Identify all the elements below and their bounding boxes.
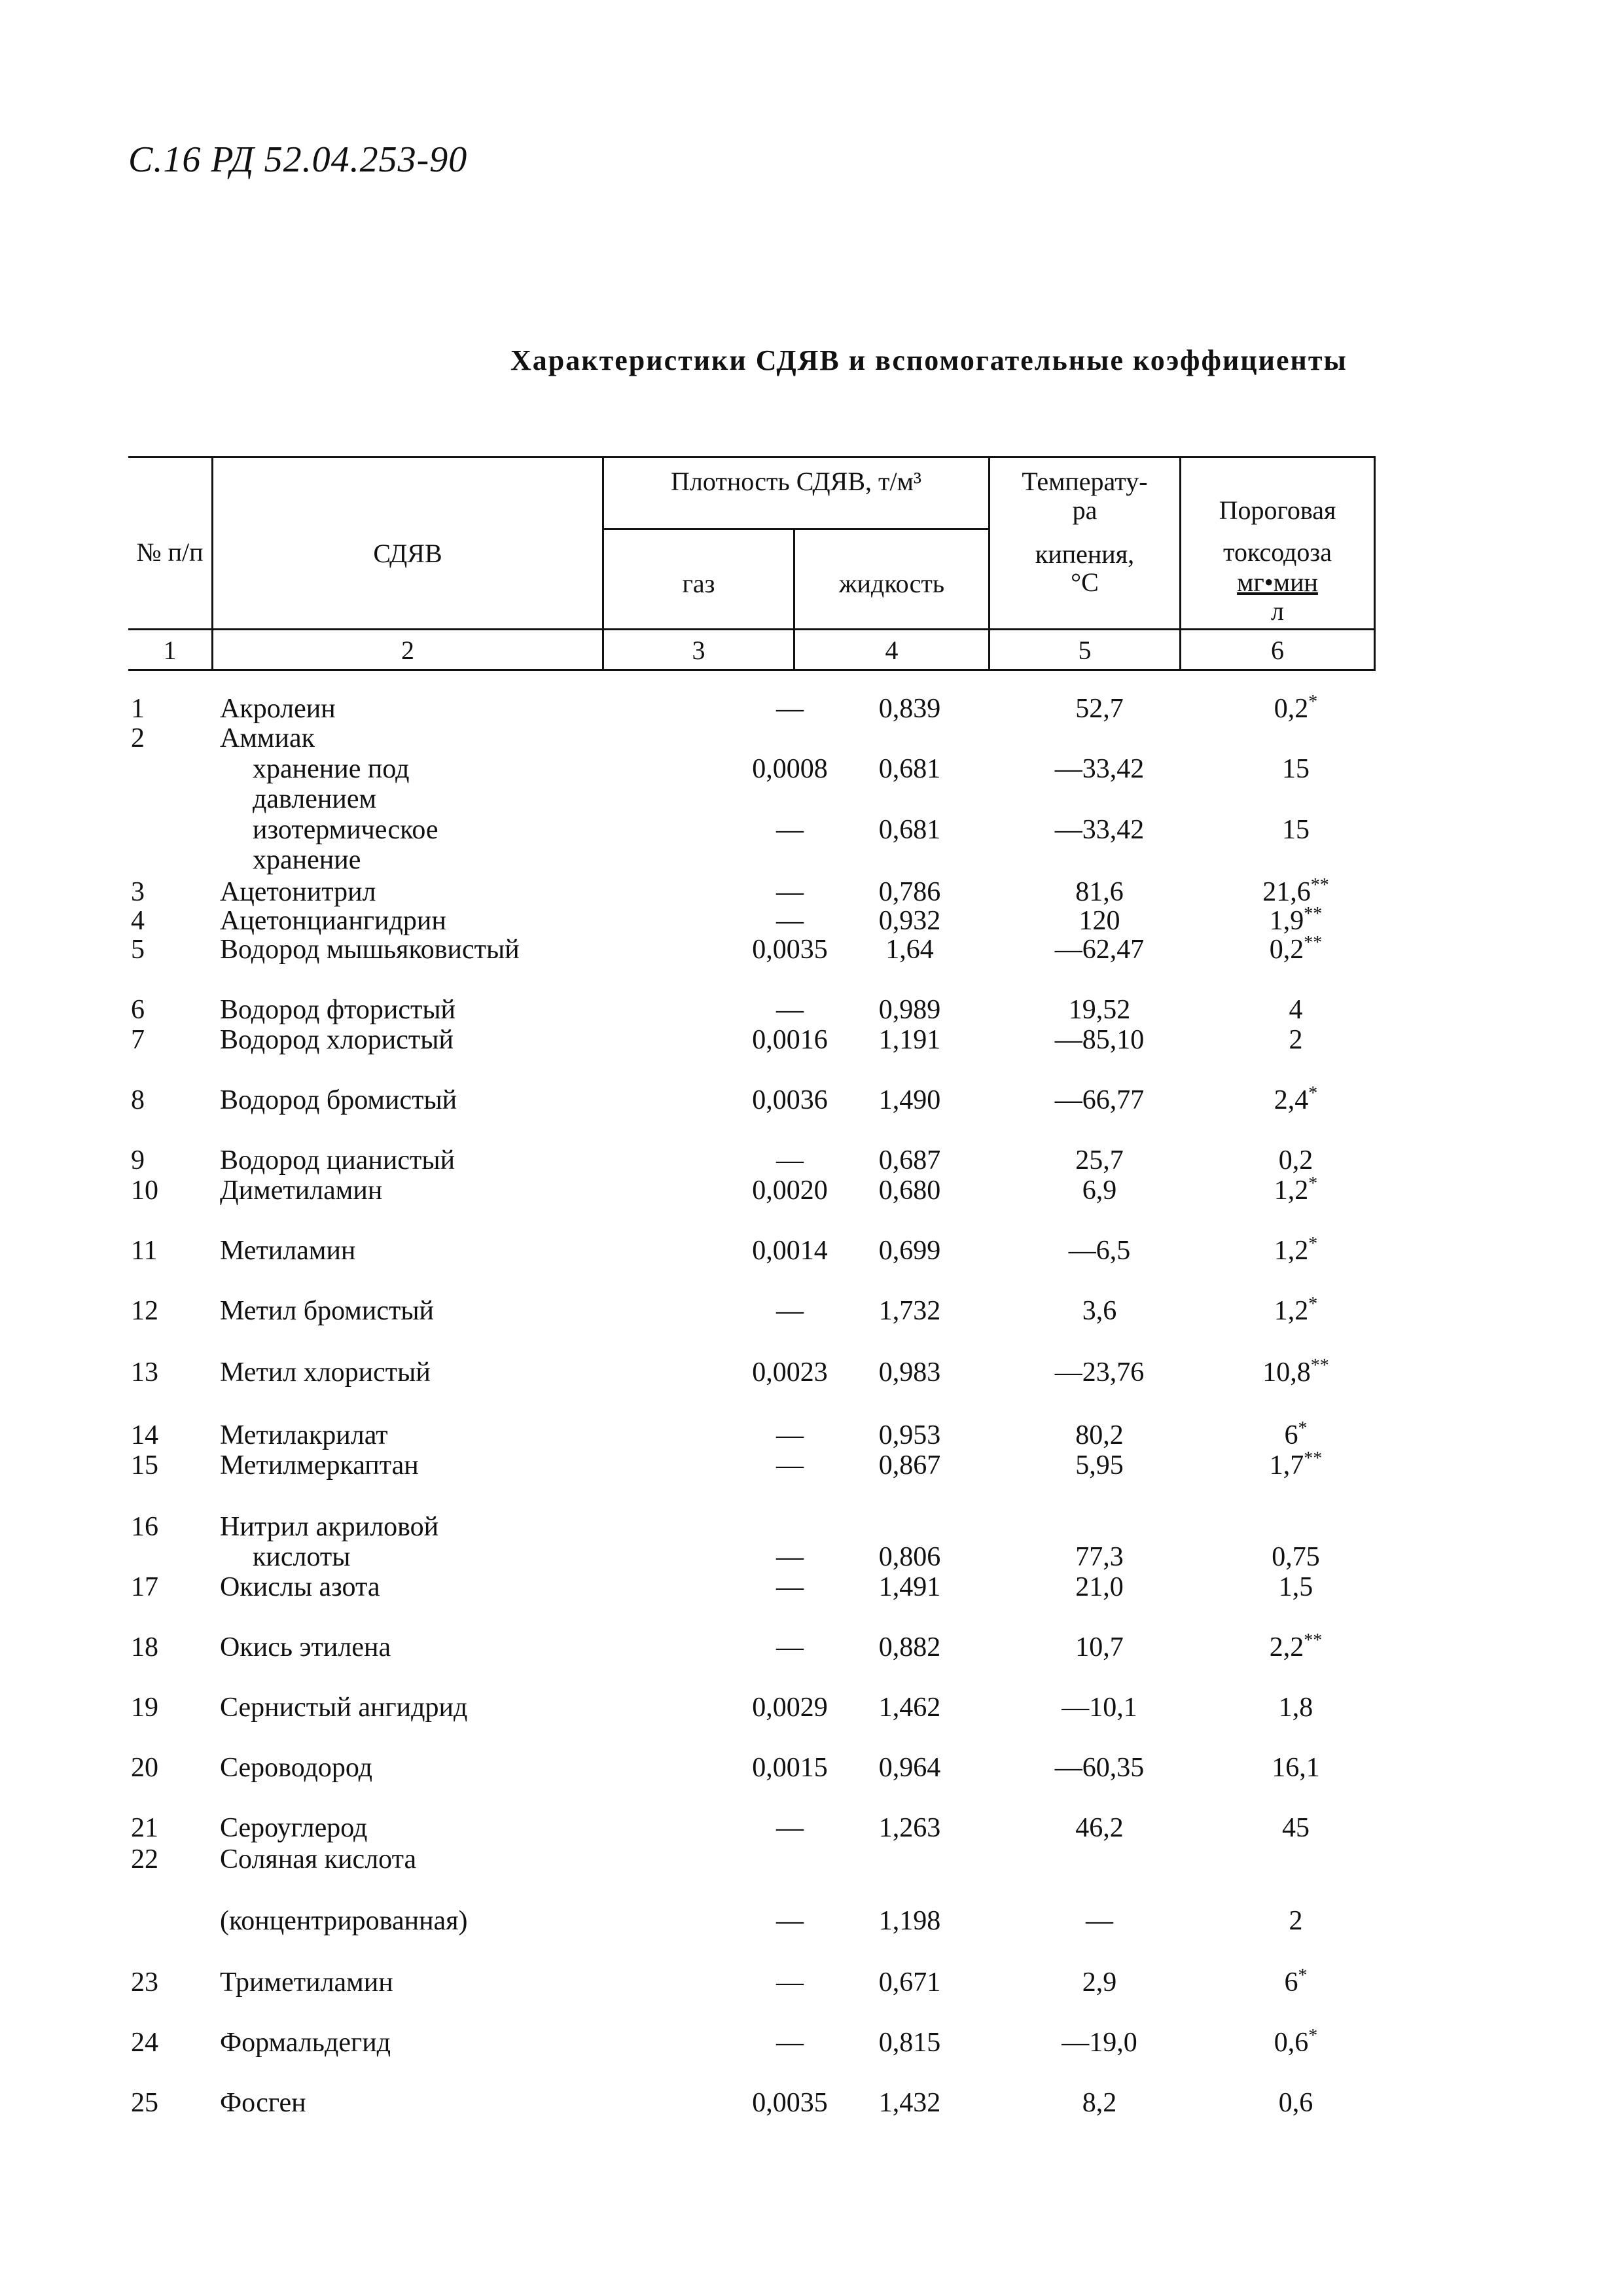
substance-name: Ацетонитрил bbox=[220, 877, 376, 907]
table-row bbox=[0, 1083, 1623, 1115]
liquid-density: 1,490 bbox=[878, 1085, 941, 1115]
header-liquid: жидкость bbox=[838, 569, 945, 598]
gas-density: — bbox=[776, 1296, 804, 1326]
gas-density: — bbox=[776, 1572, 804, 1602]
footnote-mark: * bbox=[1308, 1294, 1318, 1314]
gas-density: 0,0008 bbox=[752, 754, 828, 784]
substance-name: Формальдегид bbox=[220, 2028, 391, 2058]
substance-name: Фосген bbox=[220, 2088, 306, 2118]
liquid-density: 0,815 bbox=[878, 2028, 941, 2058]
boiling-temperature: 3,6 bbox=[1082, 1296, 1117, 1326]
liquid-density: 1,198 bbox=[878, 1906, 941, 1936]
row-number: 6 bbox=[131, 995, 145, 1025]
gas-density: — bbox=[776, 1450, 804, 1480]
threshold-dose: 2,4* bbox=[1274, 1083, 1318, 1115]
table-row bbox=[0, 1174, 1623, 1206]
header-name: СДЯВ bbox=[373, 539, 442, 568]
gas-density: 0,0015 bbox=[752, 1753, 828, 1783]
footnote-mark: * bbox=[1308, 692, 1318, 712]
liquid-density: 0,983 bbox=[878, 1357, 941, 1388]
liquid-density: 0,806 bbox=[878, 1542, 941, 1572]
table-row bbox=[0, 1512, 1623, 1542]
boiling-temperature: —85,10 bbox=[1054, 1025, 1145, 1055]
header-num: № п/п bbox=[136, 537, 204, 567]
gas-density: 0,0023 bbox=[752, 1357, 828, 1388]
footnote-mark: ** bbox=[1310, 875, 1329, 895]
threshold-dose: 10,8** bbox=[1262, 1355, 1329, 1388]
row-number: 25 bbox=[131, 2088, 158, 2118]
substance-name: Акролеин bbox=[220, 694, 336, 724]
substance-name: давлением bbox=[253, 784, 377, 814]
boiling-temperature: —6,5 bbox=[1068, 1236, 1131, 1266]
row-number: 14 bbox=[131, 1420, 158, 1450]
substance-name: Нитрил акриловой bbox=[220, 1512, 439, 1542]
liquid-density: 0,989 bbox=[878, 995, 941, 1025]
column-number-6: 6 bbox=[1271, 636, 1284, 665]
row-number: 16 bbox=[131, 1512, 158, 1542]
table-row bbox=[0, 1630, 1623, 1662]
boiling-temperature: 10,7 bbox=[1075, 1632, 1124, 1662]
row-number: 5 bbox=[131, 935, 145, 965]
liquid-density: 1,263 bbox=[878, 1813, 941, 1843]
gas-density: 0,0035 bbox=[752, 2088, 828, 2118]
liquid-density: 0,699 bbox=[878, 1236, 941, 1266]
threshold-dose: 1,7** bbox=[1269, 1448, 1323, 1480]
threshold-dose: 1,2* bbox=[1274, 1174, 1318, 1206]
threshold-dose: 1,5 bbox=[1278, 1572, 1313, 1602]
substance-name: Сероуглерод bbox=[220, 1813, 368, 1843]
row-number: 1 bbox=[131, 694, 145, 724]
gas-density: 0,0036 bbox=[752, 1085, 828, 1115]
liquid-density: 0,671 bbox=[878, 1967, 941, 1998]
gas-density: — bbox=[776, 1420, 804, 1450]
liquid-density: 1,432 bbox=[878, 2088, 941, 2118]
boiling-temperature: —33,42 bbox=[1054, 815, 1145, 845]
gas-density: — bbox=[776, 694, 804, 724]
table-row bbox=[0, 723, 1623, 753]
threshold-dose: 1,2* bbox=[1274, 1294, 1318, 1326]
substance-name: Сернистый ангидрид bbox=[220, 1693, 468, 1723]
gas-density: — bbox=[776, 877, 804, 907]
table-row bbox=[0, 1294, 1623, 1326]
row-number: 12 bbox=[131, 1296, 158, 1326]
row-number: 15 bbox=[131, 1450, 158, 1480]
substance-name: Соляная кислота bbox=[220, 1844, 417, 1874]
threshold-dose: 16,1 bbox=[1272, 1753, 1320, 1783]
gas-density: — bbox=[776, 906, 804, 936]
row-number: 22 bbox=[131, 1844, 158, 1874]
liquid-density: 0,867 bbox=[878, 1450, 941, 1480]
substance-name: кислоты bbox=[253, 1542, 351, 1572]
threshold-dose: 4 bbox=[1289, 995, 1303, 1025]
substance-name: Водород цианистый bbox=[220, 1145, 455, 1175]
row-number: 13 bbox=[131, 1357, 158, 1388]
threshold-dose: 1,8 bbox=[1278, 1693, 1313, 1723]
substance-name: хранение под bbox=[253, 754, 410, 784]
boiling-temperature: 46,2 bbox=[1075, 1813, 1124, 1843]
row-number: 21 bbox=[131, 1813, 158, 1843]
substance-name: Окислы азота bbox=[220, 1572, 380, 1602]
header-gas: газ bbox=[682, 569, 715, 598]
gas-density: — bbox=[776, 2028, 804, 2058]
gas-density: 0,0016 bbox=[752, 1025, 828, 1055]
threshold-dose: 6* bbox=[1284, 1418, 1308, 1450]
threshold-dose: 2 bbox=[1289, 1906, 1303, 1936]
footnote-mark: * bbox=[1298, 1418, 1308, 1439]
gas-density: — bbox=[776, 1967, 804, 1998]
table-row bbox=[0, 2088, 1623, 2118]
substance-name: (концентрированная) bbox=[220, 1906, 468, 1936]
header-dose-1: Пороговая bbox=[1219, 495, 1336, 525]
gas-density: 0,0035 bbox=[752, 935, 828, 965]
boiling-temperature: 8,2 bbox=[1082, 2088, 1117, 2118]
boiling-temperature: 21,0 bbox=[1075, 1572, 1124, 1602]
column-number-2: 2 bbox=[401, 636, 414, 665]
row-number: 4 bbox=[131, 906, 145, 936]
footnote-mark: ** bbox=[1304, 1630, 1323, 1651]
substance-name: Аммиак bbox=[220, 723, 315, 753]
table-row bbox=[0, 1025, 1623, 1055]
table-title: Характеристики СДЯВ и вспомогательные коэффициенты bbox=[510, 344, 1347, 376]
substance-name: Метилмеркаптан bbox=[220, 1450, 419, 1480]
boiling-temperature: 19,52 bbox=[1068, 995, 1131, 1025]
threshold-dose: 15 bbox=[1282, 815, 1310, 845]
boiling-temperature: —10,1 bbox=[1061, 1693, 1137, 1723]
header-dose-unit-den: л bbox=[1271, 596, 1284, 626]
boiling-temperature: 120 bbox=[1079, 906, 1120, 936]
row-number: 23 bbox=[131, 1967, 158, 1998]
gas-density: — bbox=[776, 1906, 804, 1936]
liquid-density: 1,732 bbox=[878, 1296, 941, 1326]
threshold-dose: 2,2** bbox=[1269, 1630, 1323, 1662]
header-density: Плотность СДЯВ, т/м³ bbox=[671, 467, 921, 496]
boiling-temperature: —33,42 bbox=[1054, 754, 1145, 784]
table-row bbox=[0, 784, 1623, 814]
column-number-4: 4 bbox=[885, 636, 899, 665]
boiling-temperature: — bbox=[1086, 1906, 1113, 1936]
substance-name: Метил хлористый bbox=[220, 1357, 431, 1388]
gas-density: 0,0014 bbox=[752, 1236, 828, 1266]
row-number: 19 bbox=[131, 1693, 158, 1723]
row-number: 8 bbox=[131, 1085, 145, 1115]
page-header: С.16 РД 52.04.253-90 bbox=[128, 139, 468, 180]
threshold-dose: 0,6 bbox=[1278, 2088, 1313, 2118]
threshold-dose: 2 bbox=[1289, 1025, 1303, 1055]
gas-density: 0,0029 bbox=[752, 1693, 828, 1723]
substance-name: Водород хлористый bbox=[220, 1025, 454, 1055]
footnote-mark: ** bbox=[1304, 933, 1323, 953]
substance-name: Водород фтористый bbox=[220, 995, 456, 1025]
table-row bbox=[0, 995, 1623, 1025]
row-number: 17 bbox=[131, 1572, 158, 1602]
substance-name: хранение bbox=[253, 845, 361, 875]
liquid-density: 1,491 bbox=[878, 1572, 941, 1602]
threshold-dose: 21,6** bbox=[1262, 875, 1329, 907]
threshold-dose: 1,2* bbox=[1274, 1234, 1318, 1266]
table-row bbox=[0, 1813, 1623, 1843]
footnote-mark: ** bbox=[1304, 1448, 1323, 1469]
liquid-density: 1,462 bbox=[878, 1693, 941, 1723]
boiling-temperature: —60,35 bbox=[1054, 1753, 1145, 1783]
row-number: 7 bbox=[131, 1025, 145, 1055]
threshold-dose: 45 bbox=[1282, 1813, 1310, 1843]
boiling-temperature: —23,76 bbox=[1054, 1357, 1145, 1388]
row-number: 11 bbox=[131, 1236, 158, 1266]
footnote-mark: * bbox=[1308, 1174, 1318, 1194]
substance-name: Окись этилена bbox=[220, 1632, 391, 1662]
table-row bbox=[0, 1145, 1623, 1175]
substance-name: Ацетонциангидрин bbox=[220, 906, 446, 936]
threshold-dose: 0,75 bbox=[1272, 1542, 1320, 1572]
gas-density: — bbox=[776, 1145, 804, 1175]
liquid-density: 0,681 bbox=[878, 815, 941, 845]
threshold-dose: 0,2 bbox=[1278, 1145, 1313, 1175]
boiling-temperature: 25,7 bbox=[1075, 1145, 1124, 1175]
boiling-temperature: 2,9 bbox=[1082, 1967, 1117, 1998]
liquid-density: 0,786 bbox=[878, 877, 941, 907]
footnote-mark: * bbox=[1308, 1234, 1318, 1254]
footnote-mark: ** bbox=[1304, 904, 1323, 924]
row-number: 3 bbox=[131, 877, 145, 907]
table-row bbox=[0, 815, 1623, 845]
gas-density: — bbox=[776, 995, 804, 1025]
substance-name: Водород бромистый bbox=[220, 1085, 457, 1115]
row-number: 18 bbox=[131, 1632, 158, 1662]
boiling-temperature: —66,77 bbox=[1054, 1085, 1145, 1115]
header-temp-2: ра bbox=[1072, 495, 1097, 525]
boiling-temperature: 6,9 bbox=[1082, 1175, 1117, 1206]
table-row bbox=[0, 1906, 1623, 1936]
header-temp-4: °С bbox=[1071, 567, 1099, 597]
liquid-density: 0,687 bbox=[878, 1145, 941, 1175]
gas-density: — bbox=[776, 1542, 804, 1572]
liquid-density: 0,964 bbox=[878, 1753, 941, 1783]
table-row bbox=[0, 1355, 1623, 1388]
table-row bbox=[0, 754, 1623, 784]
table-row bbox=[0, 1844, 1623, 1874]
row-number: 10 bbox=[131, 1175, 158, 1206]
row-number: 9 bbox=[131, 1145, 145, 1175]
column-number-1: 1 bbox=[163, 636, 177, 665]
column-number-3: 3 bbox=[692, 636, 705, 665]
liquid-density: 1,64 bbox=[885, 935, 934, 965]
threshold-dose: 1,9** bbox=[1269, 904, 1323, 936]
row-number: 20 bbox=[131, 1753, 158, 1783]
threshold-dose: 15 bbox=[1282, 754, 1310, 784]
boiling-temperature: 81,6 bbox=[1075, 877, 1124, 907]
substance-name: Водород мышьяковистый bbox=[220, 935, 520, 965]
substance-name: Метил бромистый bbox=[220, 1296, 435, 1326]
row-number: 2 bbox=[131, 723, 145, 753]
liquid-density: 0,953 bbox=[878, 1420, 941, 1450]
footnote-mark: * bbox=[1308, 1083, 1318, 1103]
substance-name: Триметиламин bbox=[220, 1967, 393, 1998]
boiling-temperature: 52,7 bbox=[1075, 694, 1124, 724]
gas-density: — bbox=[776, 1632, 804, 1662]
boiling-temperature: —62,47 bbox=[1054, 935, 1145, 965]
threshold-dose: 0,2* bbox=[1274, 692, 1318, 724]
substance-name: Диметиламин bbox=[220, 1175, 383, 1206]
table-row bbox=[0, 1418, 1623, 1450]
substance-name: Метиламин bbox=[220, 1236, 356, 1266]
substance-name: Метилакрилат bbox=[220, 1420, 388, 1450]
header-dose-unit-num: мг•мин bbox=[1237, 567, 1318, 597]
threshold-dose: 0,6* bbox=[1274, 2026, 1318, 2058]
liquid-density: 1,191 bbox=[878, 1025, 941, 1055]
table-row bbox=[0, 1542, 1623, 1572]
liquid-density: 0,680 bbox=[878, 1175, 941, 1206]
liquid-density: 0,882 bbox=[878, 1632, 941, 1662]
table-row bbox=[0, 875, 1623, 907]
header-dose-2: токсодоза bbox=[1223, 537, 1332, 567]
gas-density: — bbox=[776, 1813, 804, 1843]
boiling-temperature: 5,95 bbox=[1075, 1450, 1124, 1480]
header-temp-1: Температу- bbox=[1022, 467, 1148, 496]
gas-density: — bbox=[776, 815, 804, 845]
boiling-temperature: —19,0 bbox=[1061, 2028, 1137, 2058]
column-number-5: 5 bbox=[1078, 636, 1092, 665]
gas-density: 0,0020 bbox=[752, 1175, 828, 1206]
table-row bbox=[0, 845, 1623, 875]
substance-name: изотермическое bbox=[253, 815, 438, 845]
liquid-density: 0,839 bbox=[878, 694, 941, 724]
table-row bbox=[0, 1448, 1623, 1480]
footnote-mark: ** bbox=[1310, 1355, 1329, 1376]
boiling-temperature: 77,3 bbox=[1075, 1542, 1124, 1572]
footnote-mark: * bbox=[1298, 1965, 1308, 1986]
liquid-density: 0,681 bbox=[878, 754, 941, 784]
boiling-temperature: 80,2 bbox=[1075, 1420, 1124, 1450]
header-temp-3: кипения, bbox=[1035, 539, 1135, 569]
row-number: 24 bbox=[131, 2028, 158, 2058]
table-row bbox=[0, 1965, 1623, 1998]
footnote-mark: * bbox=[1308, 2026, 1318, 2046]
substance-name: Сероводород bbox=[220, 1753, 373, 1783]
threshold-dose: 0,2** bbox=[1269, 933, 1323, 965]
threshold-dose: 6* bbox=[1284, 1965, 1308, 1998]
table-row bbox=[0, 1572, 1623, 1602]
liquid-density: 0,932 bbox=[878, 906, 941, 936]
